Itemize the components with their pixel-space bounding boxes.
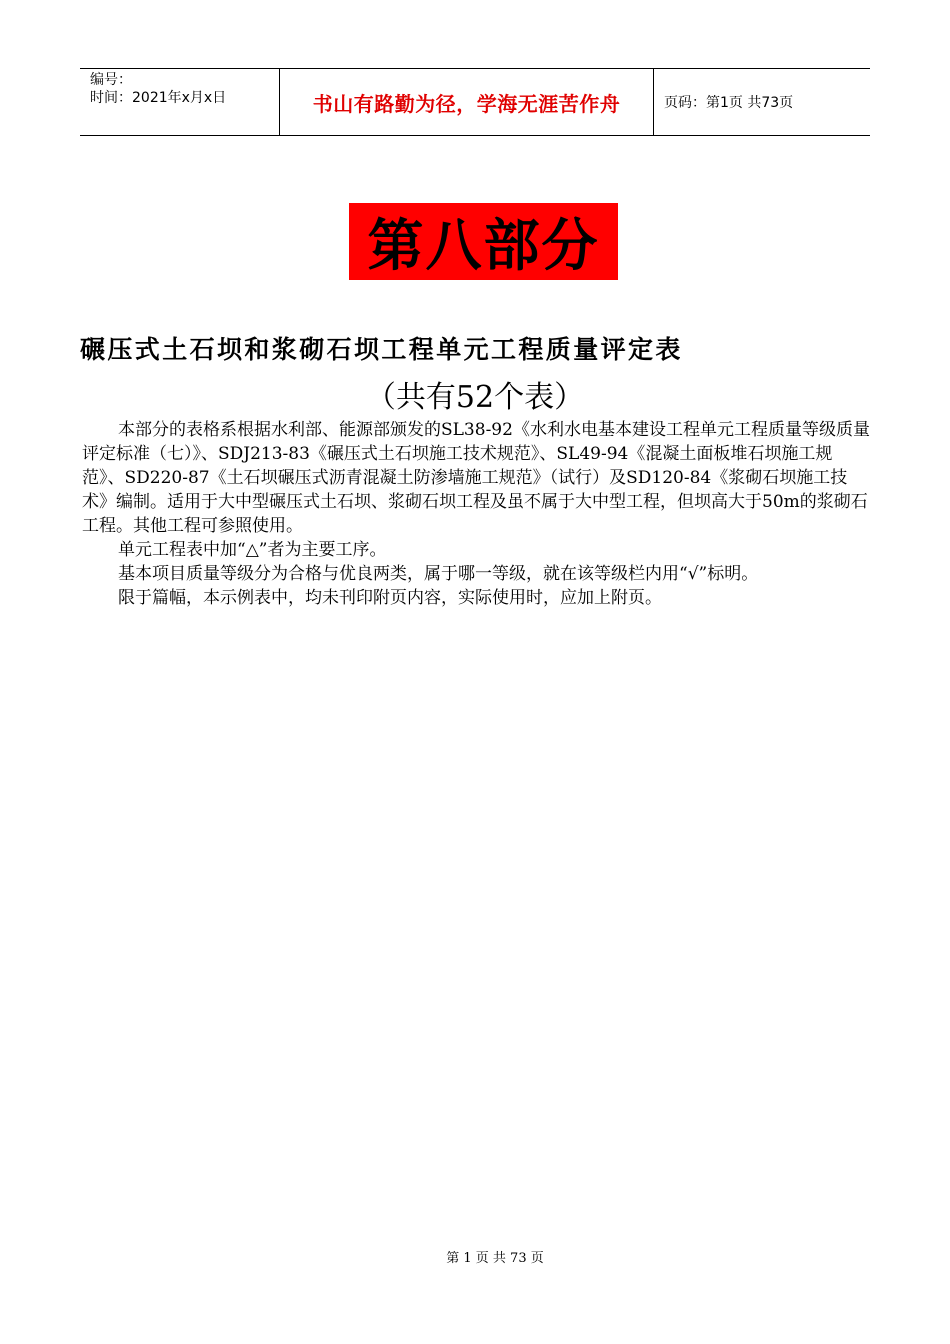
header-meta (80, 69, 280, 135)
sub-title: （共有52个表） (365, 380, 585, 415)
document-number-label: 编号： (90, 72, 132, 88)
paragraph: 基本项目质量等级分为合格与优良两类，属于哪一等级，就在该等级栏内用“√”标明。 (118, 564, 759, 584)
document-date: 时间：2021年x月x日 (90, 90, 227, 106)
page-header (80, 68, 870, 136)
main-title: 碾压式土石坝和浆砌石坝工程单元工程质量评定表 (80, 335, 683, 364)
paragraph: 限于篇幅，本示例表中，均未刊印附页内容，实际使用时，应加上附页。 (118, 588, 662, 608)
part-title: 第八部分 (349, 203, 618, 280)
paragraph: 单元工程表中加“△”者为主要工序。 (118, 540, 387, 560)
page-footer: 第 1 页 共 73 页 (446, 1251, 544, 1266)
paragraph: 本部分的表格系根据水利部、能源部颁发的SL38-92《水利水电基本建设工程单元工程质量等级质量评定标准（七）》、SDJ213-83《碾压式土石坝施工技术规范》、SL49-94《混凝土面板堆石坝施工规范》、SD220-87《土石坝碾压式沥青混凝土防渗墙施工规范》（试行）及SD120-84《浆砌石坝施工技术》编制。适用于大中型碾压式土石坝、浆砌石坝工程及虽不属于大中型工程，但坝高大于50m的浆砌石工程。其他工程可参照使用。 (82, 420, 870, 536)
header-page-info: 页码：第1页 共73页 (664, 95, 794, 111)
body-text (82, 418, 872, 610)
header-motto: 书山有路勤为径，学海无涯苦作舟 (280, 69, 654, 135)
